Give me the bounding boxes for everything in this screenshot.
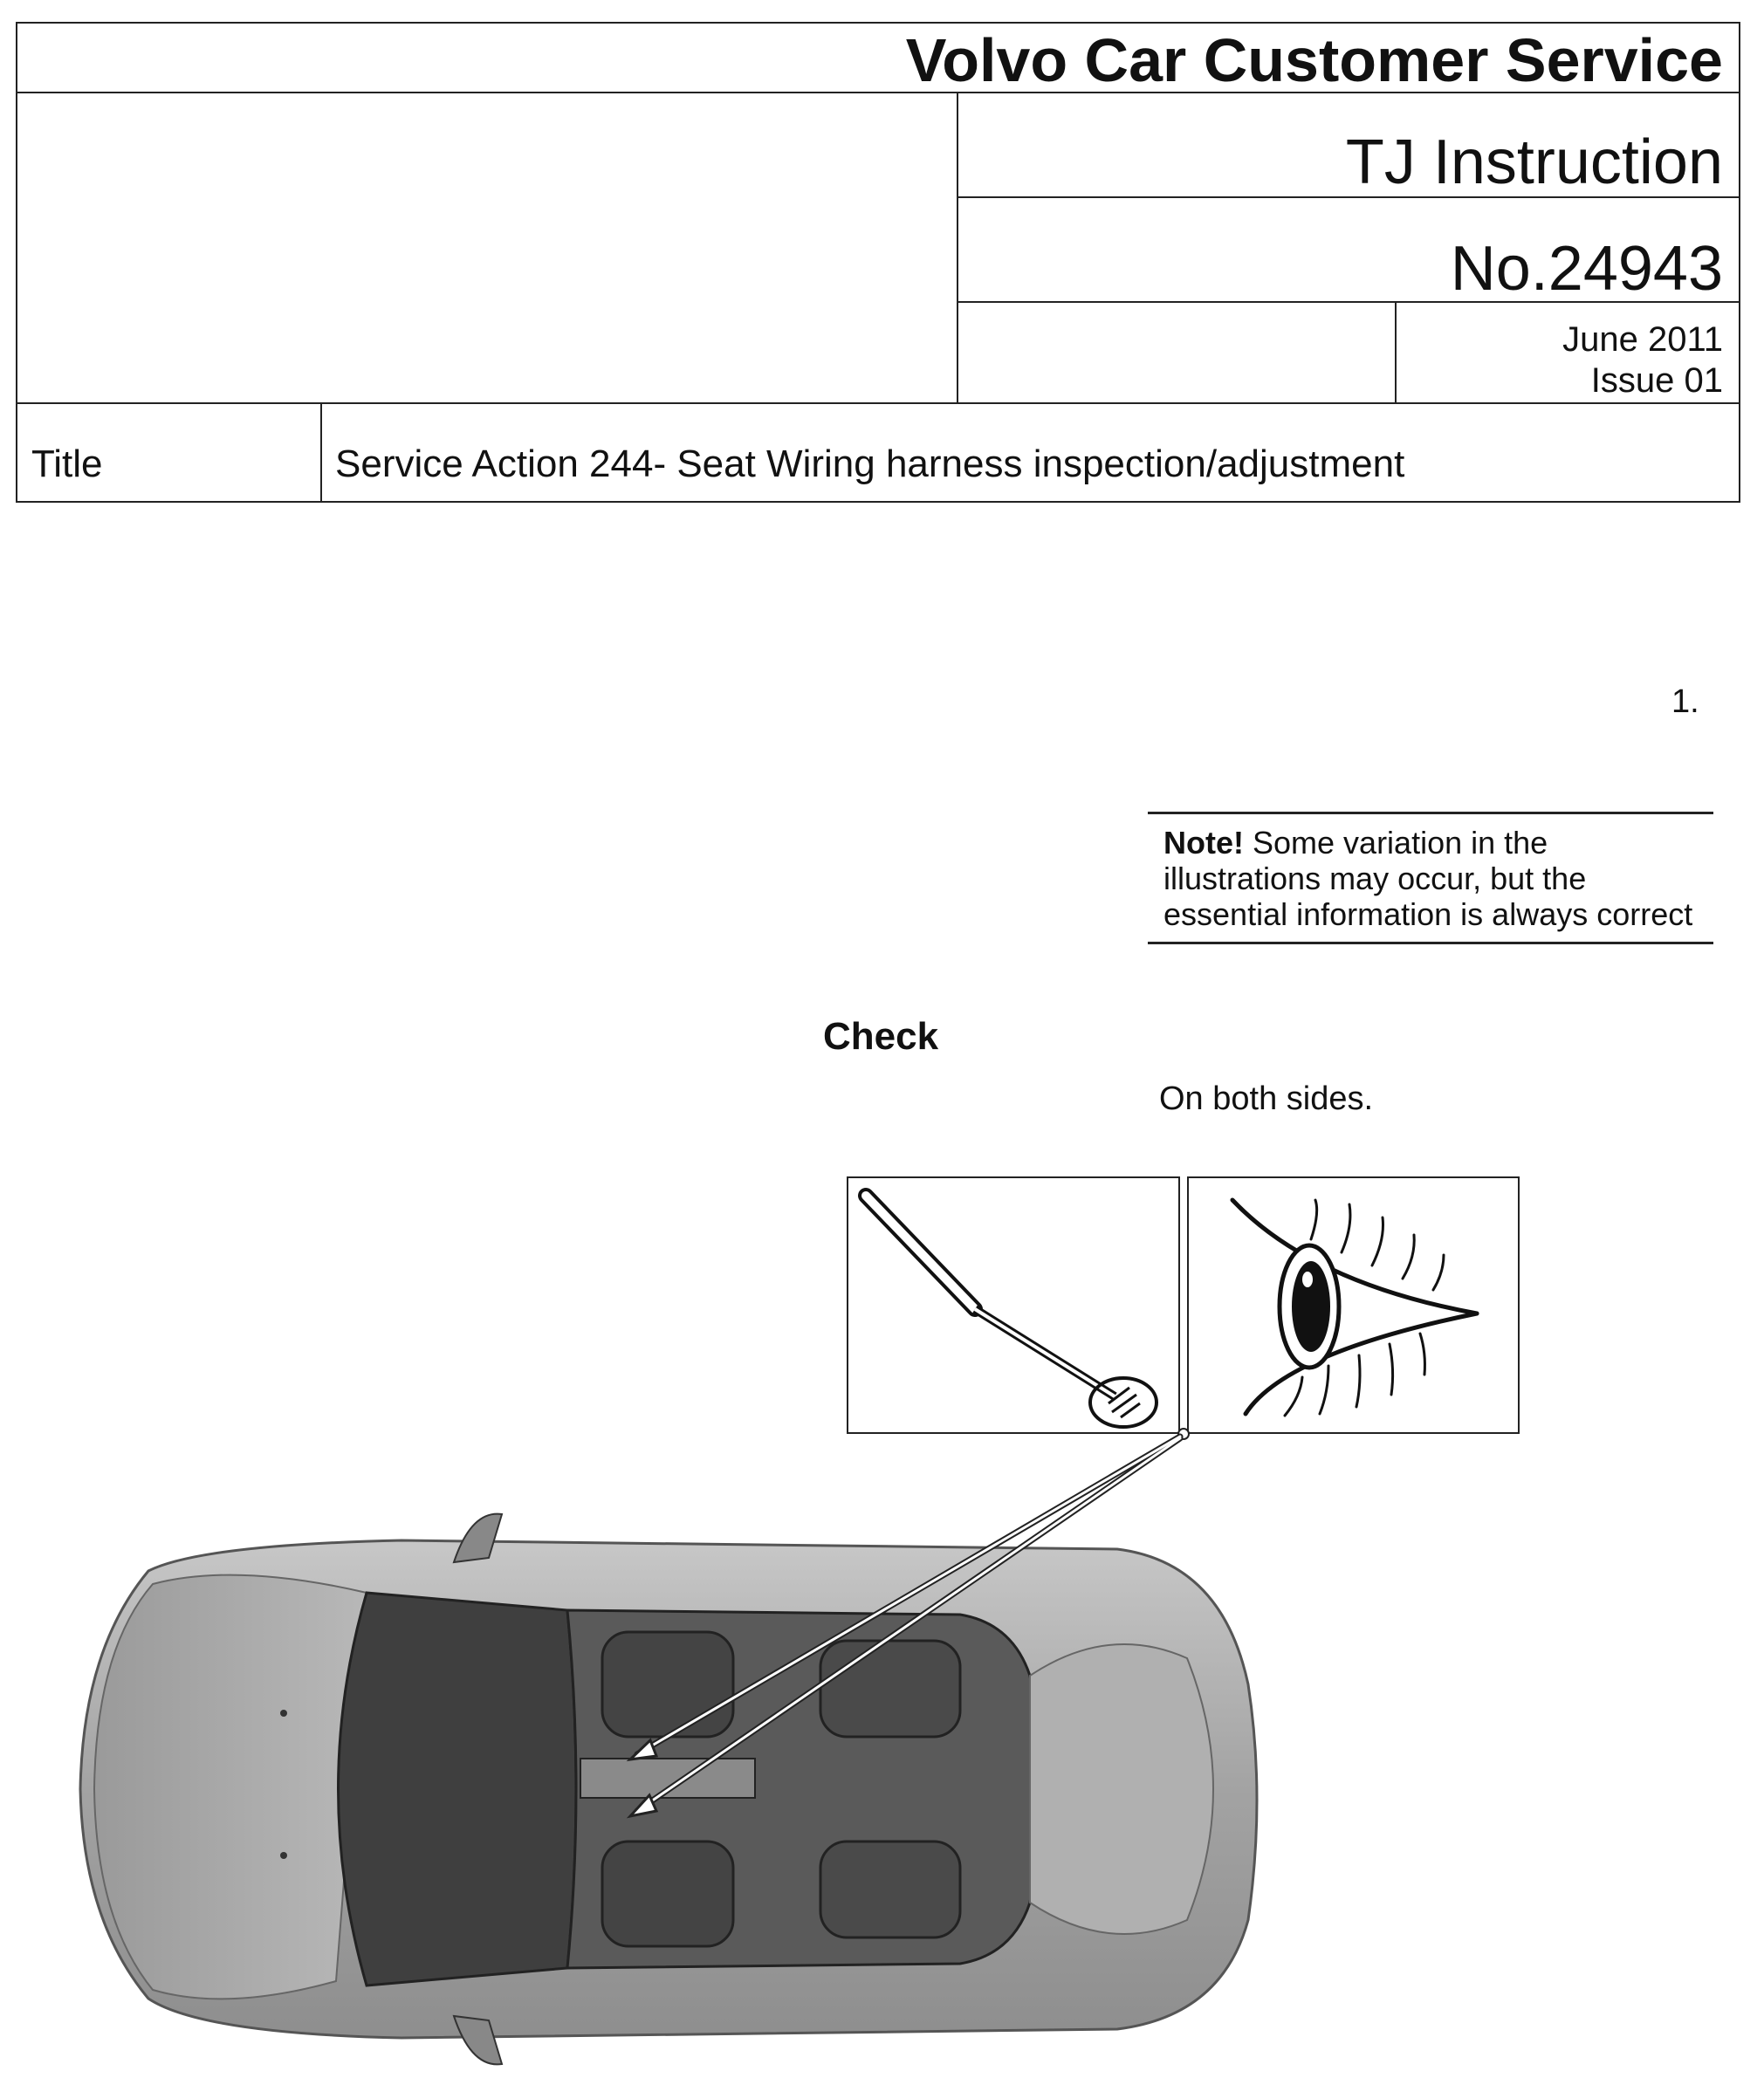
car-rear-deck — [1030, 1644, 1213, 1934]
step-number: 1. — [1671, 683, 1699, 720]
car-seat — [602, 1632, 733, 1737]
document-type: TJ Instruction — [1345, 127, 1723, 197]
car-seat — [820, 1841, 960, 1937]
note-text: Some variation in the illustrations may occur, but the essential information is always correct — [1163, 825, 1693, 932]
car-hood-dot — [280, 1710, 287, 1717]
note-label: Note! — [1163, 825, 1244, 861]
title-label: Title — [31, 442, 103, 485]
car-hood — [94, 1575, 367, 1999]
title-value: Service Action 244- Seat Wiring harness inspection/adjustment — [335, 442, 1405, 485]
check-subtext: On both sides. — [1159, 1080, 1374, 1117]
document-date: June 2011 — [1562, 320, 1723, 359]
car-windshield — [339, 1593, 577, 1985]
car-hood-dot — [280, 1852, 287, 1859]
car-seat — [820, 1641, 960, 1737]
brand-title: Volvo Car Customer Service — [905, 26, 1723, 94]
car-seat — [602, 1841, 733, 1946]
document-number: No.24943 — [1450, 234, 1723, 304]
document-issue: Issue 01 — [1590, 361, 1723, 400]
check-heading: Check — [823, 1015, 939, 1058]
